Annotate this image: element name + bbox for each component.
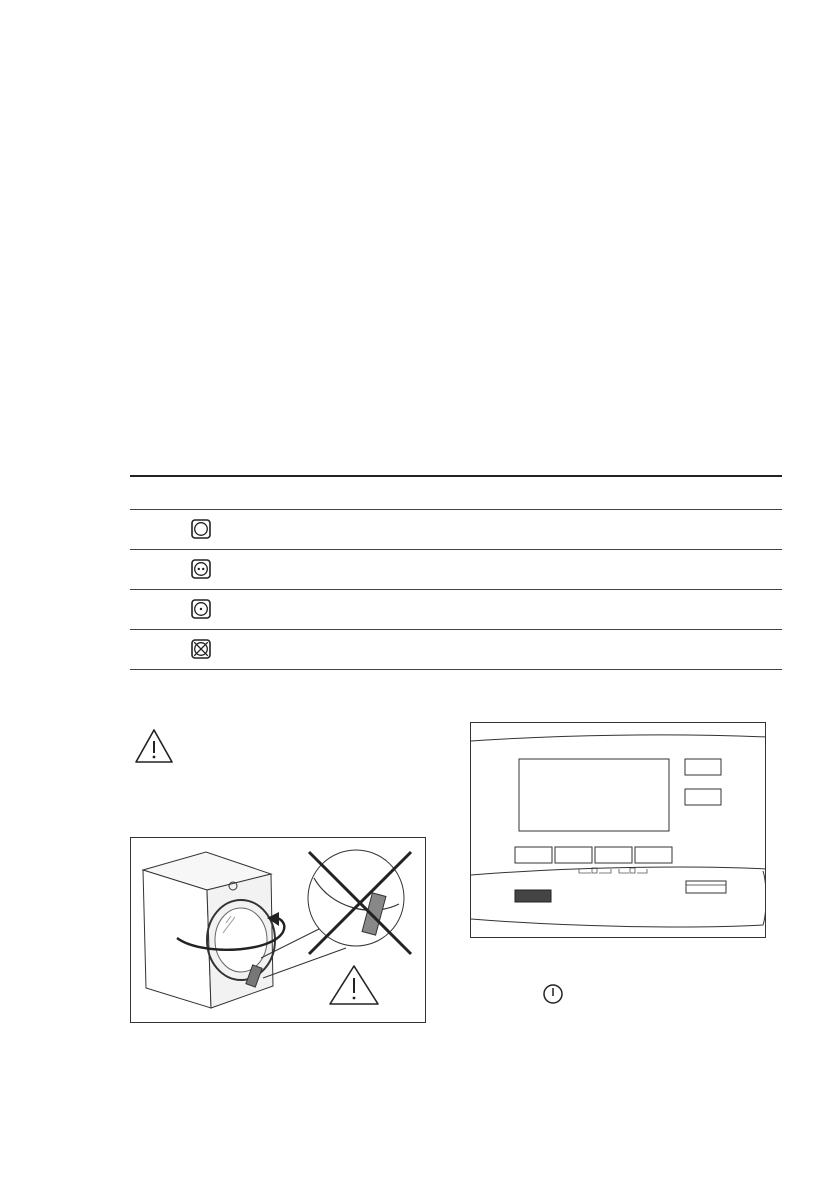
table-row	[130, 550, 782, 590]
tumble-dry-normal-heat-icon	[191, 559, 211, 579]
warning-triangle-icon	[133, 727, 175, 765]
table-row	[130, 590, 782, 630]
tumble-dry-low-heat-icon	[191, 599, 211, 619]
table-row	[130, 510, 782, 550]
dryer-control-panel-illustration	[470, 722, 766, 938]
do-not-tumble-dry-icon	[191, 639, 211, 659]
power-on-off-icon	[542, 981, 564, 1005]
tumble-dry-normal-icon	[191, 519, 211, 539]
care-symbols-table	[130, 475, 782, 670]
table-row	[130, 630, 782, 670]
dryer-door-open-illustration	[130, 837, 426, 1023]
table-header-row	[130, 477, 782, 510]
